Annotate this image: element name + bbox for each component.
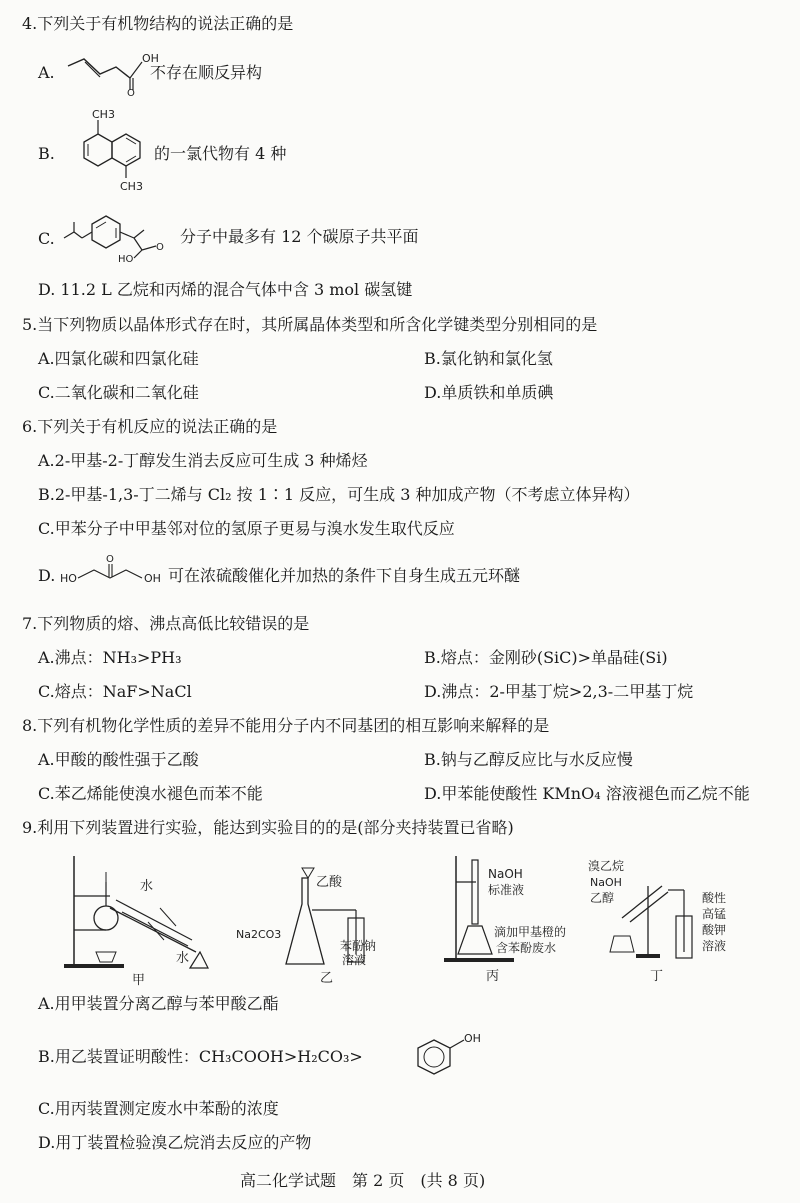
q4-option-a-label: A. xyxy=(38,63,55,82)
q6-d-ho-text: HO xyxy=(60,572,77,585)
apparatus-yi-acidity-icon xyxy=(236,868,396,984)
q4-option-b-label: B. xyxy=(38,144,55,163)
q4-option-c-text: 分子中最多有 12 个碳原子共平面 xyxy=(180,227,419,246)
q4-a-o-text: O xyxy=(127,88,135,99)
q5-option-d: D.单质铁和单质碘 xyxy=(424,383,554,402)
page-footer: 高二化学试题 第 2 页 (共 8 页) xyxy=(240,1171,486,1190)
ding-kmno4-text-1: 酸性 xyxy=(702,891,727,905)
ding-kmno4-text-2: 高锰 xyxy=(702,907,727,921)
jia-label: 甲 xyxy=(132,973,146,988)
q4-option-a-text: 不存在顺反异构 xyxy=(150,63,263,82)
q6-d-oh-text: OH xyxy=(144,572,161,585)
q9-option-d: D.用丁装置检验溴乙烷消去反应的产物 xyxy=(38,1133,312,1152)
q4-option-c-label: C. xyxy=(38,229,55,248)
apparatus-ding-elimination-icon xyxy=(584,856,734,984)
q6-stem: 6.下列关于有机反应的说法正确的是 xyxy=(22,417,278,436)
bing-flask-text-1: 滴加甲基橙的 xyxy=(494,925,567,939)
q9-b-phenol-icon xyxy=(408,1030,494,1080)
bing-naoh-text-1: NaOH xyxy=(488,867,523,881)
ding-label: 丁 xyxy=(650,969,664,984)
q4-a-structure-icon xyxy=(64,50,159,99)
q8-option-c: C.苯乙烯能使溴水褪色而苯不能 xyxy=(38,784,263,803)
q6-option-d-label: D. xyxy=(38,566,56,585)
bing-flask-text-2: 含苯酚废水 xyxy=(496,941,557,955)
ding-kmno4-text-4: 溶液 xyxy=(702,939,727,953)
q4-b-dimethylnaphthalene-icon xyxy=(64,106,154,194)
q7-option-c: C.熔点：NaF>NaCl xyxy=(38,682,192,701)
q4-option-d: D. 11.2 L 乙烷和丙烯的混合气体中含 3 mol 碳氢键 xyxy=(38,280,413,299)
yi-phenolate-text-2: 溶液 xyxy=(342,953,367,967)
q4-b-ch3-top: CH3 xyxy=(92,108,115,121)
q8-stem: 8.下列有机物化学性质的差异不能用分子内不同基团的相互影响来解释的是 xyxy=(22,716,550,735)
ding-reagent-text-1: 溴乙烷 xyxy=(588,859,625,873)
yi-phenolate-text-1: 苯酚钠 xyxy=(340,939,377,953)
q9-b-oh-text: OH xyxy=(464,1032,481,1045)
apparatus-bing-titration-icon xyxy=(426,856,576,984)
q7-option-a: A.沸点：NH₃>PH₃ xyxy=(38,648,182,667)
q5-option-a: A.四氯化碳和四氯化硅 xyxy=(38,349,199,368)
jia-water-bottom-text: 水 xyxy=(176,951,190,966)
q9-option-b-text: B.用乙装置证明酸性：CH₃COOH>H₂CO₃> xyxy=(38,1047,363,1066)
q4-c-ibuprofen-icon xyxy=(62,204,180,264)
q9-option-c: C.用丙装置测定废水中苯酚的浓度 xyxy=(38,1099,279,1118)
q5-stem: 5.当下列物质以晶体形式存在时，其所属晶体类型和所含化学键类型分别相同的是 xyxy=(22,315,598,334)
yi-carbonate-text: Na2CO3 xyxy=(236,928,282,941)
yi-acid-text: 乙酸 xyxy=(316,875,343,890)
q7-option-b: B.熔点：金刚砂(SiC)>单晶硅(Si) xyxy=(424,648,668,667)
ding-reagent-text-3: 乙醇 xyxy=(590,891,615,905)
q4-option-b-text: 的一氯代物有 4 种 xyxy=(154,144,287,163)
q6-option-b: B.2-甲基-1,3-丁二烯与 Cl₂ 按 1∶1 反应，可生成 3 种加成产物（不考虑立体异构） xyxy=(38,485,640,504)
q4-c-o-text: O xyxy=(156,242,164,253)
q8-option-d: D.甲苯能使酸性 KMnO₄ 溶液褪色而乙烷不能 xyxy=(424,784,750,803)
q5-option-b: B.氯化钠和氯化氢 xyxy=(424,349,553,368)
q4-b-ch3-bottom: CH3 xyxy=(120,180,143,193)
bing-label: 丙 xyxy=(486,969,500,984)
q6-option-a: A.2-甲基-2-丁醇发生消去反应可生成 3 种烯烃 xyxy=(38,451,368,470)
q8-option-a: A.甲酸的酸性强于乙酸 xyxy=(38,750,199,769)
ding-kmno4-text-3: 酸钾 xyxy=(702,923,727,937)
q4-a-oh-text: OH xyxy=(142,52,159,65)
ding-reagent-text-2: NaOH xyxy=(590,876,622,889)
q9-option-a: A.用甲装置分离乙醇与苯甲酸乙酯 xyxy=(38,994,279,1013)
q6-option-d-text: 可在浓硫酸催化并加热的条件下自身生成五元环醚 xyxy=(168,566,521,585)
q6-d-structure-icon xyxy=(58,552,168,586)
q4-stem: 4.下列关于有机物结构的说法正确的是 xyxy=(22,14,294,33)
q7-stem: 7.下列物质的熔、沸点高低比较错误的是 xyxy=(22,614,310,633)
q5-option-c: C.二氧化碳和二氧化硅 xyxy=(38,383,199,402)
q6-option-c: C.甲苯分子中甲基邻对位的氢原子更易与溴水发生取代反应 xyxy=(38,519,455,538)
jia-water-top-text: 水 xyxy=(140,879,154,894)
q4-c-ho-text: HO xyxy=(118,254,134,265)
q9-stem: 9.利用下列装置进行实验，能达到实验目的的是(部分夹持装置已省略) xyxy=(22,818,514,837)
apparatus-jia-distillation-icon xyxy=(60,856,230,986)
bing-naoh-text-2: 标准液 xyxy=(488,883,525,897)
q6-d-o-text: O xyxy=(106,554,114,565)
q7-option-d: D.沸点：2-甲基丁烷>2,3-二甲基丁烷 xyxy=(424,682,694,701)
yi-label: 乙 xyxy=(320,971,334,986)
q8-option-b: B.钠与乙醇反应比与水反应慢 xyxy=(424,750,633,769)
